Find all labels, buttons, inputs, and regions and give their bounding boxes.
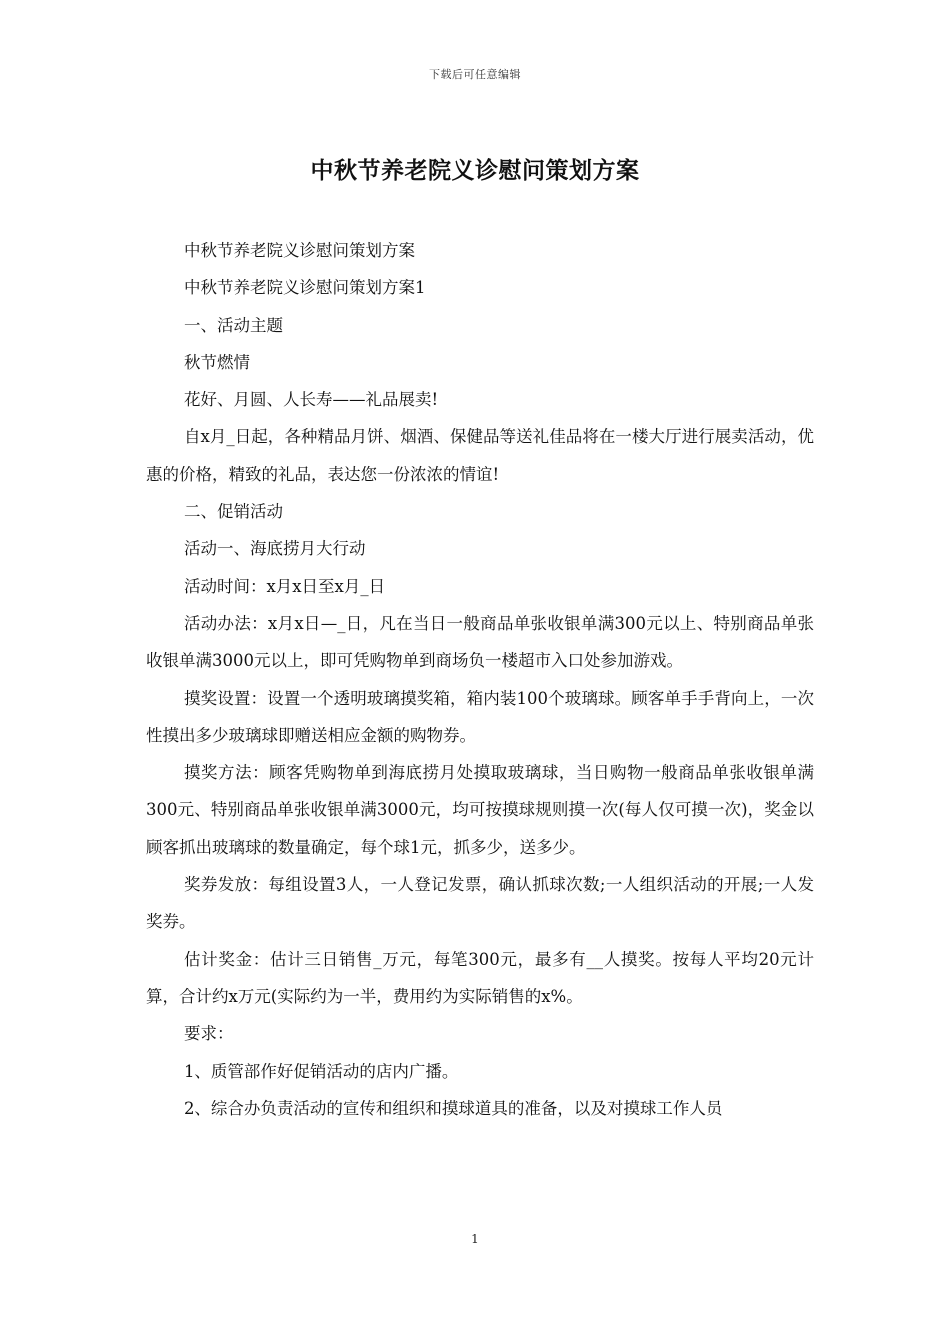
paragraph: 要求：: [183, 1024, 234, 1044]
paragraph: 中秋节养老院义诊慰问策划方案: [183, 241, 415, 260]
document-body: [146, 232, 814, 1127]
paragraph: 自x月_日起，各种精品月饼、烟酒、保健品等送礼佳品将在一楼大厅进行展卖活动，优惠的价格，精致的礼品，表达您一份浓浓的情谊!: [146, 427, 814, 484]
list-item: 2、综合办负责活动的宣传和组织和摸球道具的准备，以及对摸球工作人员: [183, 1098, 723, 1118]
download-note: 下载后可任意编辑: [429, 68, 521, 81]
paragraph: 活动时间：x月x日至x月_日: [183, 576, 386, 596]
paragraph: 奖券发放：每组设置3人，一人登记发票，确认抓球次数;一人组织活动的开展;一人发奖券。: [146, 875, 814, 932]
list-item: 1、质管部作好促销活动的店内广播。: [183, 1061, 459, 1081]
paragraph: 活动一、海底捞月大行动: [183, 539, 366, 559]
section-heading: 一、活动主题: [183, 315, 283, 335]
paragraph: 摸奖方法：顾客凭购物单到海底捞月处摸取玻璃球，当日购物一般商品单张收银单满300元、特别商品单张收银单满3000元，均可按摸球规则摸一次(每人仅可摸一次)，奖金以顾客抓出玻璃球的数量确定，每个球1元，抓多少，送多少。: [146, 763, 814, 857]
paragraph: 中秋节养老院义诊慰问策划方案1: [183, 278, 426, 298]
document-title: 中秋节养老院义诊慰问策划方案: [310, 157, 640, 184]
page-number: 1: [471, 1232, 479, 1246]
paragraph: 估计奖金：估计三日销售_万元，每笔300元，最多有__人摸奖。按每人平均20元计算，合计约x万元(实际约为一半，费用约为实际销售的x%。: [146, 949, 814, 1006]
paragraph: 摸奖设置：设置一个透明玻璃摸奖箱，箱内装100个玻璃球。顾客单手手背向上，一次性摸出多少玻璃球即赠送相应金额的购物券。: [146, 688, 814, 745]
paragraph: 花好、月圆、人长寿——礼品展卖!: [183, 390, 439, 410]
paragraph: 活动办法：x月x日—_日，凡在当日一般商品单张收银单满300元以上、特别商品单张收银单满3000元以上，即可凭购物单到商场负一楼超市入口处参加游戏。: [146, 613, 814, 671]
paragraph: 秋节燃情: [183, 352, 250, 372]
section-heading: 二、促销活动: [183, 502, 283, 522]
